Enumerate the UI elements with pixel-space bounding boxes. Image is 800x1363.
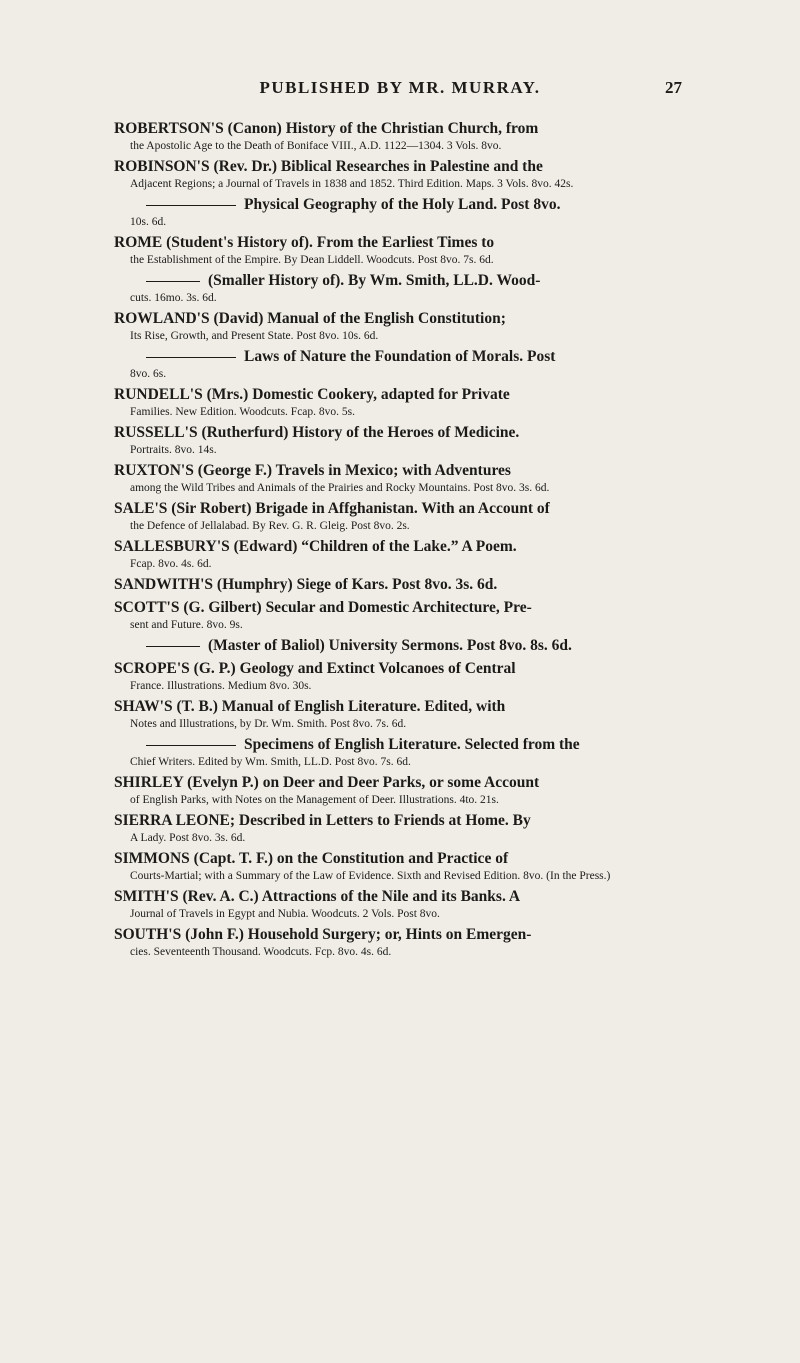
entry-details: the Apostolic Age to the Death of Boniface VIII., A.D. 1122—1304. 3 Vols. 8vo. <box>130 140 502 152</box>
entry-title-text: ROWLAND'S (David) Manual of the English Constitution; <box>114 310 506 327</box>
entry-title <box>114 925 688 945</box>
entry-details: Chief Writers. Edited by Wm. Smith, LL.D. Post 8vo. 7s. 6d. <box>130 756 411 768</box>
entry-title-text: SALE'S (Sir Robert) Brigade in Affghanistan. With an Account of <box>114 500 550 517</box>
catalogue-entry <box>114 347 688 382</box>
entry-title <box>114 735 688 755</box>
entry-title-text: ROBERTSON'S (Canon) History of the Christian Church, from <box>114 120 539 137</box>
entry-title-text: SCOTT'S (G. Gilbert) Secular and Domestic Architecture, Pre- <box>114 599 532 616</box>
entry-title <box>114 195 688 215</box>
entry-details: 8vo. 6s. <box>130 368 167 380</box>
entry-title-text: SCROPE'S (G. P.) Geology and Extinct Volcanoes of Central <box>114 660 516 677</box>
entry-details: sent and Future. 8vo. 9s. <box>130 619 243 631</box>
entry-title-text: SIERRA LEONE; Described in Letters to Friends at Home. By <box>114 812 531 829</box>
running-title: PUBLISHED BY MR. MURRAY. <box>259 78 541 97</box>
ditto-dash <box>146 205 236 206</box>
entry-title-text: SMITH'S (Rev. A. C.) Attractions of the Nile and its Banks. A <box>114 888 521 905</box>
catalogue-entries <box>114 119 688 963</box>
entry-details: of English Parks, with Notes on the Management of Deer. Illustrations. 4to. 21s. <box>130 794 499 806</box>
entry-details: cies. Seventeenth Thousand. Woodcuts. Fcp. 8vo. 4s. 6d. <box>130 946 392 958</box>
entry-title <box>114 887 688 907</box>
ditto-dash <box>146 281 200 282</box>
catalogue-entry <box>114 773 688 808</box>
entry-title-text: RUNDELL'S (Mrs.) Domestic Cookery, adapted for Private <box>114 386 510 403</box>
entry-title-text: (Smaller History of). By Wm. Smith, LL.D. Wood- <box>208 272 541 289</box>
entry-details: cuts. 16mo. 3s. 6d. <box>130 292 217 304</box>
entry-title-text: SANDWITH'S (Humphry) Siege of Kars. Post 8vo. 3s. 6d. <box>114 576 498 593</box>
ditto-dash <box>146 745 236 746</box>
entry-details: Courts-Martial; with a Summary of the Law of Evidence. Sixth and Revised Edition. 8vo. (In the Press.) <box>130 870 611 882</box>
entry-details: Notes and Illustrations, by Dr. Wm. Smith. Post 8vo. 7s. 6d. <box>130 718 407 730</box>
entry-title-text: Specimens of English Literature. Selected from the <box>244 736 580 753</box>
catalogue-entry <box>114 119 688 154</box>
entry-title <box>114 309 688 329</box>
entry-title-text: SHAW'S (T. B.) Manual of English Literature. Edited, with <box>114 698 506 715</box>
catalogue-entry <box>114 887 688 922</box>
catalogue-entry <box>114 598 688 633</box>
entry-title-text: RUXTON'S (George F.) Travels in Mexico; with Adventures <box>114 462 511 479</box>
entry-title <box>114 537 688 557</box>
entry-title-text: RUSSELL'S (Rutherfurd) History of the Heroes of Medicine. <box>114 424 520 441</box>
entry-title <box>114 157 688 177</box>
entry-details: France. Illustrations. Medium 8vo. 30s. <box>130 680 312 692</box>
entry-title-text: SOUTH'S (John F.) Household Surgery; or, Hints on Emergen- <box>114 926 532 943</box>
catalogue-entry <box>114 309 688 344</box>
entry-title-text: Laws of Nature the Foundation of Morals. Post <box>244 348 556 365</box>
entry-title-text: SIMMONS (Capt. T. F.) on the Constitution and Practice of <box>114 850 509 867</box>
entry-title <box>114 697 688 717</box>
catalogue-entry <box>114 195 688 230</box>
entry-details: Portraits. 8vo. 14s. <box>130 444 217 456</box>
entry-title <box>114 636 688 656</box>
entry-title <box>114 423 688 443</box>
catalogue-entry <box>114 849 688 884</box>
catalogue-entry <box>114 811 688 846</box>
entry-title <box>114 598 688 618</box>
entry-title <box>114 271 688 291</box>
catalogue-entry <box>114 233 688 268</box>
entry-details: Its Rise, Growth, and Present State. Post 8vo. 10s. 6d. <box>130 330 379 342</box>
catalogue-entry <box>114 157 688 192</box>
entry-details: among the Wild Tribes and Animals of the Prairies and Rocky Mountains. Post 8vo. 3s. 6d. <box>130 482 550 494</box>
entry-details: Adjacent Regions; a Journal of Travels in 1838 and 1852. Third Edition. Maps. 3 Vols. 8vo. 42s. <box>130 178 574 190</box>
catalogue-entry <box>114 697 688 732</box>
catalogue-entry <box>114 925 688 960</box>
entry-details: the Establishment of the Empire. By Dean Liddell. Woodcuts. Post 8vo. 7s. 6d. <box>130 254 494 266</box>
page-header <box>0 78 800 102</box>
entry-title <box>114 849 688 869</box>
entry-title <box>114 461 688 481</box>
entry-title-text: ROME (Student's History of). From the Earliest Times to <box>114 234 495 251</box>
page-number: 27 <box>665 78 682 97</box>
entry-title <box>114 575 688 595</box>
catalogue-entry <box>114 499 688 534</box>
entry-details: 10s. 6d. <box>130 216 167 228</box>
ditto-dash <box>146 357 236 358</box>
entry-details: Families. New Edition. Woodcuts. Fcap. 8vo. 5s. <box>130 406 356 418</box>
catalogue-entry <box>114 636 688 656</box>
catalogue-entry <box>114 423 688 458</box>
entry-title-text: Physical Geography of the Holy Land. Post 8vo. <box>244 196 561 213</box>
entry-details: the Defence of Jellalabad. By Rev. G. R. Gleig. Post 8vo. 2s. <box>130 520 410 532</box>
entry-details: Fcap. 8vo. 4s. 6d. <box>130 558 212 570</box>
entry-title <box>114 119 688 139</box>
entry-title <box>114 773 688 793</box>
entry-title <box>114 233 688 253</box>
entry-details: A Lady. Post 8vo. 3s. 6d. <box>130 832 246 844</box>
entry-title <box>114 659 688 679</box>
catalogue-entry <box>114 575 688 595</box>
catalogue-entry <box>114 385 688 420</box>
catalogue-entry <box>114 659 688 694</box>
ditto-dash <box>146 646 200 647</box>
entry-details: Journal of Travels in Egypt and Nubia. Woodcuts. 2 Vols. Post 8vo. <box>130 908 440 920</box>
entry-title <box>114 385 688 405</box>
entry-title-text: SHIRLEY (Evelyn P.) on Deer and Deer Parks, or some Account <box>114 774 540 791</box>
entry-title <box>114 347 688 367</box>
catalogue-entry <box>114 461 688 496</box>
entry-title-text: ROBINSON'S (Rev. Dr.) Biblical Researches in Palestine and the <box>114 158 543 175</box>
entry-title <box>114 499 688 519</box>
catalogue-entry <box>114 271 688 306</box>
entry-title <box>114 811 688 831</box>
entry-title-text: (Master of Baliol) University Sermons. Post 8vo. 8s. 6d. <box>208 637 572 654</box>
catalogue-entry <box>114 537 688 572</box>
entry-title-text: SALLESBURY'S (Edward) “Children of the Lake.” A Poem. <box>114 538 517 555</box>
catalogue-entry <box>114 735 688 770</box>
